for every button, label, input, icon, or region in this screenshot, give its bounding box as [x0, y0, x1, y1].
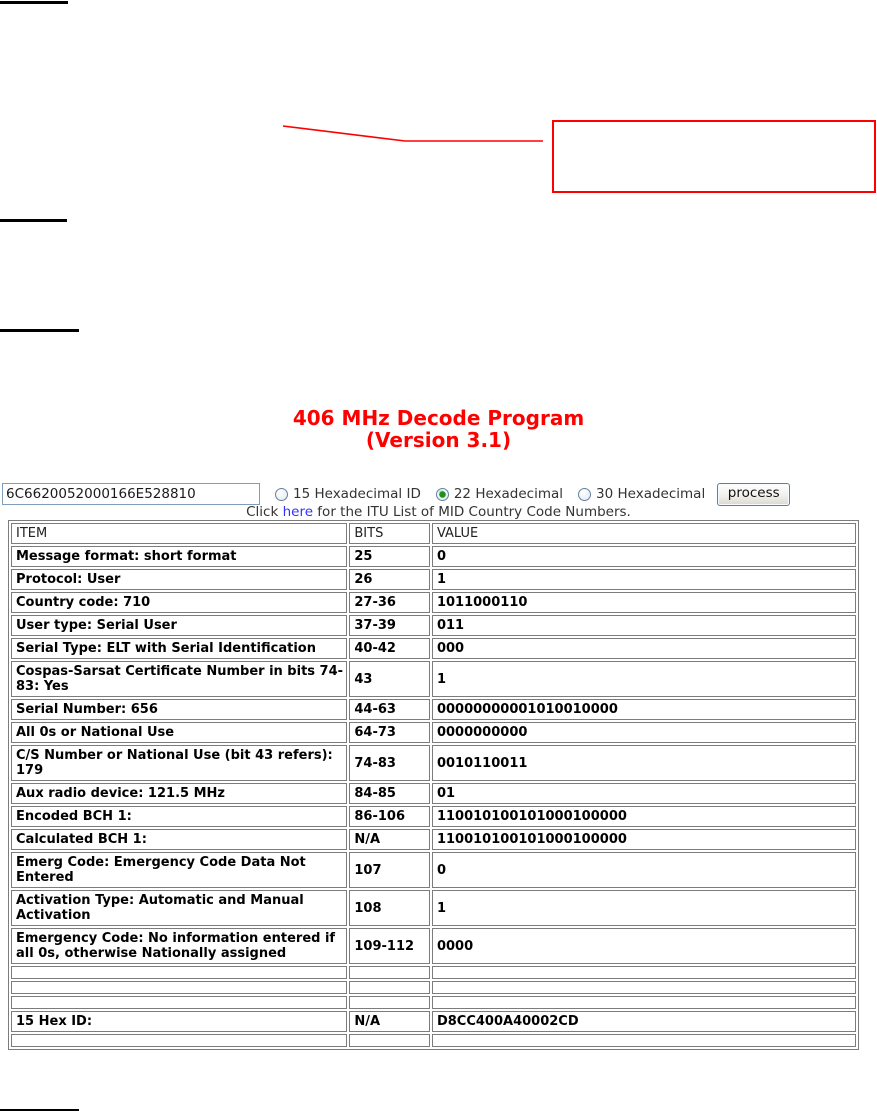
radio-item[interactable] [275, 486, 421, 502]
cell-value: 0010110011 [432, 745, 856, 781]
cell-value: 0000 [432, 928, 856, 964]
table-row [11, 996, 856, 1009]
cell-item: Serial Type: ELT with Serial Identification [11, 638, 347, 659]
table-row [11, 569, 856, 590]
table-row [11, 592, 856, 613]
table-row [11, 981, 856, 994]
cell-value: 110010100101000100000 [432, 806, 856, 827]
cell-bits: 86-106 [349, 806, 430, 827]
cell-value [432, 1034, 856, 1047]
cell-bits: 74-83 [349, 745, 430, 781]
cell-value: 0 [432, 852, 856, 888]
cell-bits: 25 [349, 546, 430, 567]
cell-value [432, 996, 856, 1009]
cell-item: Message format: short format [11, 546, 347, 567]
cell-item: 15 Hex ID: [11, 1011, 347, 1032]
cell-item: All 0s or National Use [11, 722, 347, 743]
cell-item [11, 1034, 347, 1047]
radio-15-hex-label: 15 Hexadecimal ID [293, 486, 421, 502]
annotation-callout-line [280, 118, 546, 150]
table-row [11, 928, 856, 964]
hex-id-input[interactable] [2, 483, 260, 505]
footnote-separator-rule [0, 1, 68, 4]
itu-line-prefix: Click [246, 504, 283, 520]
cell-item: Activation Type: Automatic and Manual Activation [11, 890, 347, 926]
cell-bits: 26 [349, 569, 430, 590]
cell-bits: 108 [349, 890, 430, 926]
table-row [11, 890, 856, 926]
cell-bits: 40-42 [349, 638, 430, 659]
table-row [11, 638, 856, 659]
decode-table-body [11, 546, 856, 1047]
table-row [11, 615, 856, 636]
cell-item: Cospas-Sarsat Certificate Number in bits 74-83: Yes [11, 661, 347, 697]
table-row [11, 661, 856, 697]
process-button[interactable]: process [717, 483, 790, 506]
table-row [11, 722, 856, 743]
cell-value: D8CC400A40002CD [432, 1011, 856, 1032]
cell-item: Calculated BCH 1: [11, 829, 347, 850]
radio-item[interactable] [436, 486, 563, 502]
cell-bits [349, 966, 430, 979]
cell-value: 1 [432, 890, 856, 926]
table-row [11, 1011, 856, 1032]
cell-value: 1 [432, 569, 856, 590]
table-row [11, 699, 856, 720]
cell-value: 000 [432, 638, 856, 659]
radio-15-hex-icon[interactable] [275, 488, 288, 501]
cell-bits [349, 981, 430, 994]
cell-item: Emerg Code: Emergency Code Data Not Entered [11, 852, 347, 888]
table-header-row [11, 523, 856, 544]
table-row [11, 829, 856, 850]
table-row [11, 966, 856, 979]
cell-item [11, 966, 347, 979]
radio-30-hex-label: 30 Hexadecimal [596, 486, 706, 502]
cell-bits: 44-63 [349, 699, 430, 720]
cell-item: C/S Number or National Use (bit 43 refers): 179 [11, 745, 347, 781]
cell-item: Aux radio device: 121.5 MHz [11, 783, 347, 804]
cell-value: 0 [432, 546, 856, 567]
cell-item: Encoded BCH 1: [11, 806, 347, 827]
page-title [0, 407, 877, 451]
cell-item: Serial Number: 656 [11, 699, 347, 720]
cell-bits: 109-112 [349, 928, 430, 964]
cell-value [432, 966, 856, 979]
cell-bits: 84-85 [349, 783, 430, 804]
footnote-separator-rule [0, 329, 79, 332]
itu-link-line [0, 504, 877, 520]
cell-item: Emergency Code: No information entered if all 0s, otherwise Nationally assigned [11, 928, 347, 964]
title-line-1: 406 MHz Decode Program [292, 406, 585, 430]
table-row [11, 852, 856, 888]
cell-bits: 107 [349, 852, 430, 888]
cell-bits [349, 996, 430, 1009]
decode-table [8, 520, 859, 1050]
cell-value: 0000000000 [432, 722, 856, 743]
cell-bits: 64-73 [349, 722, 430, 743]
cell-bits: N/A [349, 1011, 430, 1032]
itu-here-link[interactable]: here [282, 504, 314, 520]
cell-value: 1 [432, 661, 856, 697]
annotation-comment-box[interactable] [552, 120, 876, 193]
table-row [11, 1034, 856, 1047]
itu-line-suffix: for the ITU List of MID Country Code Numbers. [313, 504, 631, 520]
cell-value [432, 981, 856, 994]
cell-bits: N/A [349, 829, 430, 850]
table-row [11, 806, 856, 827]
table-row [11, 546, 856, 567]
cell-bits: 37-39 [349, 615, 430, 636]
decode-form [2, 482, 875, 506]
cell-bits [349, 1034, 430, 1047]
cell-value: 110010100101000100000 [432, 829, 856, 850]
radio-22-hex-icon[interactable] [436, 488, 449, 501]
cell-value: 01 [432, 783, 856, 804]
radio-item[interactable] [578, 486, 705, 502]
cell-value: 011 [432, 615, 856, 636]
cell-value: 1011000110 [432, 592, 856, 613]
radio-30-hex-icon[interactable] [578, 488, 591, 501]
footnote-separator-rule [0, 1109, 79, 1111]
header-bits: BITS [349, 523, 430, 544]
table-row [11, 745, 856, 781]
cell-item [11, 981, 347, 994]
header-item: ITEM [11, 523, 347, 544]
table-row [11, 783, 856, 804]
cell-item: Protocol: User [11, 569, 347, 590]
footnote-separator-rule [0, 219, 67, 222]
cell-item [11, 996, 347, 1009]
cell-bits: 43 [349, 661, 430, 697]
cell-item: User type: Serial User [11, 615, 347, 636]
cell-item: Country code: 710 [11, 592, 347, 613]
cell-value: 00000000001010010000 [432, 699, 856, 720]
header-value: VALUE [432, 523, 856, 544]
cell-bits: 27-36 [349, 592, 430, 613]
radio-22-hex-label: 22 Hexadecimal [453, 486, 564, 502]
title-line-2: (Version 3.1) [365, 428, 512, 452]
decode-table-container [8, 520, 859, 1029]
